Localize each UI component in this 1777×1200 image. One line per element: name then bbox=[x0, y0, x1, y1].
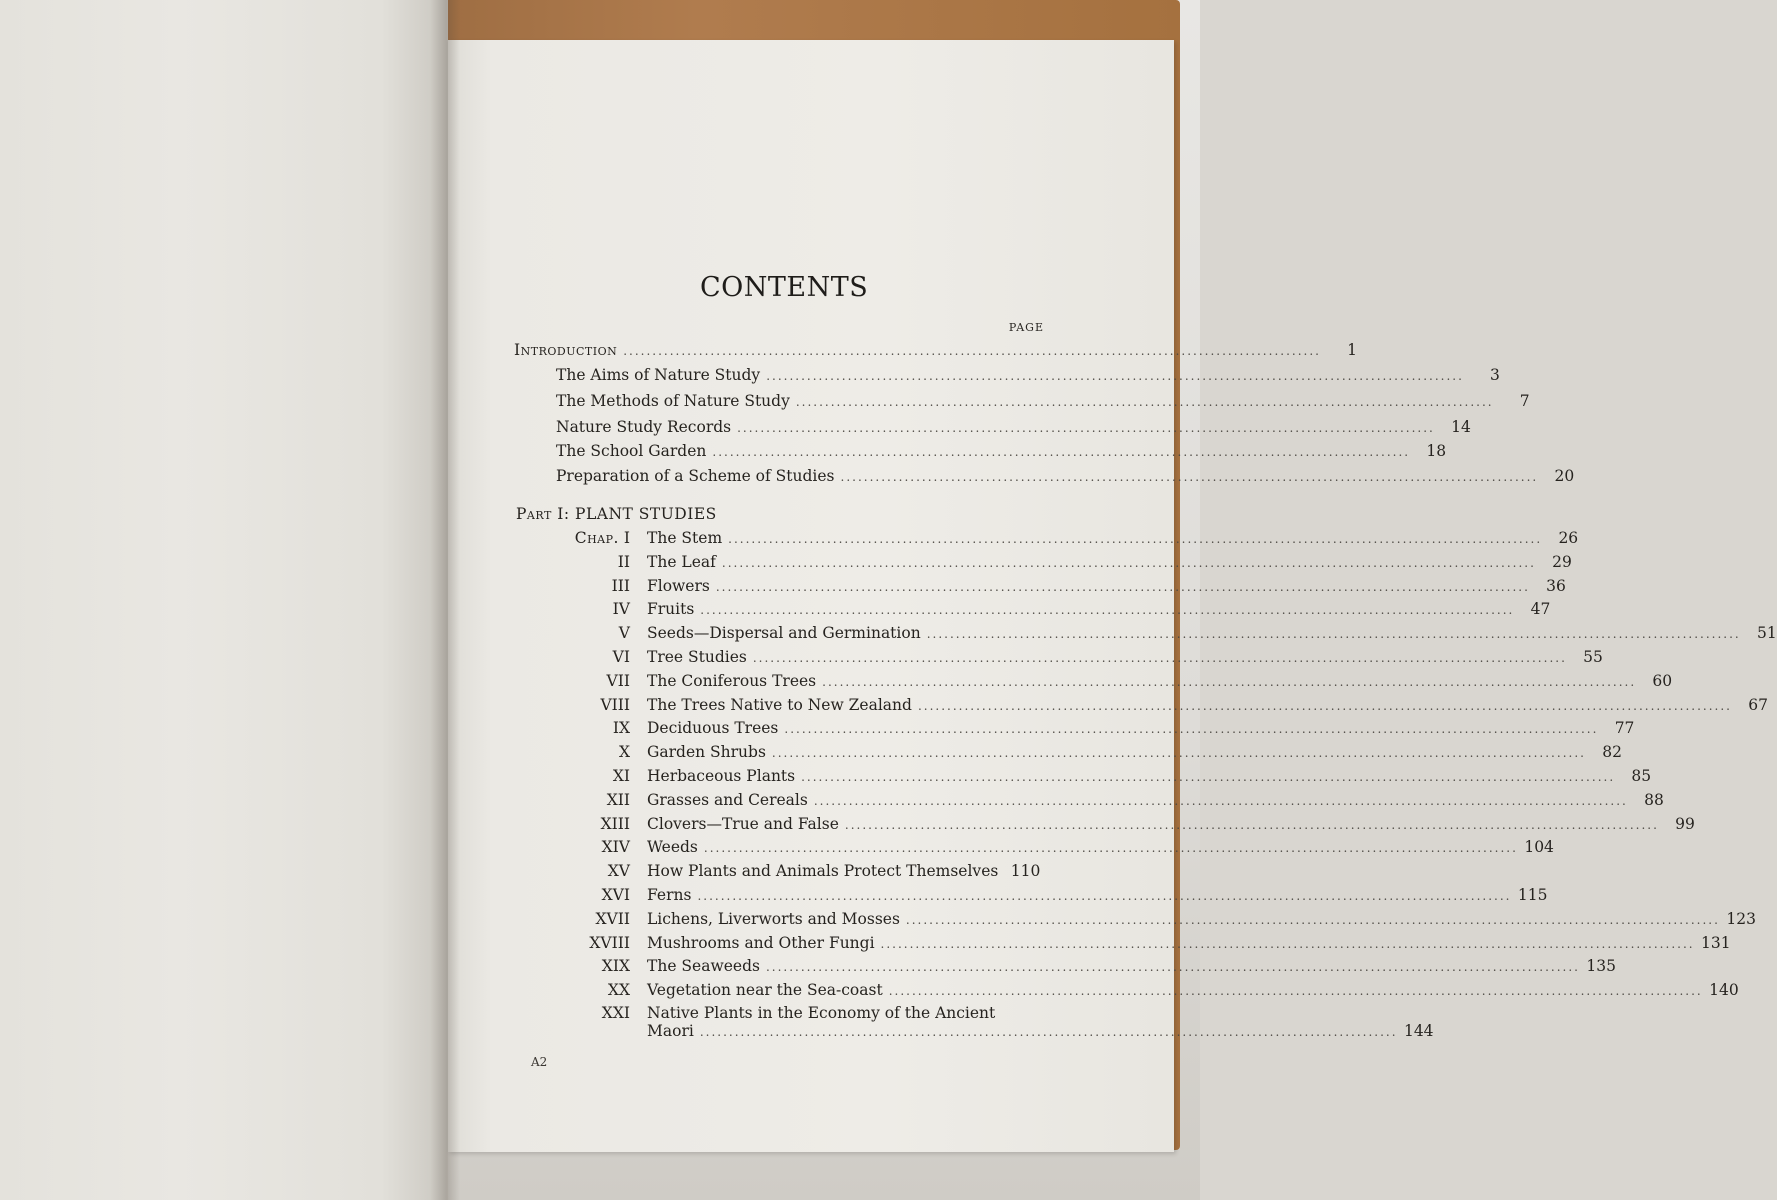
leader-dots: ............................................................................................................................................ bbox=[721, 556, 1536, 570]
toc-entry-page: 60 bbox=[1652, 672, 1673, 690]
leader-dots: ........................................................................................................................ bbox=[712, 445, 1411, 459]
chapter-number: XXI bbox=[601, 1004, 630, 1022]
toc-entry-title: Preparation of a Scheme of Studies bbox=[556, 467, 835, 485]
page-column-label: PAGE bbox=[1008, 321, 1044, 334]
toc-entry-page: 55 bbox=[1583, 648, 1603, 666]
toc-entry-title: Ferns bbox=[647, 886, 692, 904]
chapter-number bbox=[540, 934, 630, 952]
toc-entry-title: The Seaweeds bbox=[647, 957, 760, 975]
chapter-number bbox=[540, 648, 630, 666]
toc-entry-title: The Leaf bbox=[647, 553, 716, 571]
chapter-number bbox=[540, 862, 630, 880]
leader-dots: ............................................................................................................................................ bbox=[926, 627, 1741, 641]
toc-row-chapter bbox=[647, 696, 1768, 718]
toc-entry-page: 88 bbox=[1644, 791, 1664, 809]
leader-dots: ............................................................................................................................................ bbox=[822, 675, 1637, 689]
chapter-numeral: VIII bbox=[600, 696, 630, 714]
toc-row-chapter bbox=[647, 815, 1695, 837]
toc-row bbox=[556, 442, 1447, 464]
toc-row-chapter bbox=[647, 957, 1616, 979]
toc-entry-title-line1: Native Plants in the Economy of the Ancient bbox=[647, 1004, 996, 1022]
toc-entry-page: 14 bbox=[1451, 418, 1471, 436]
toc-entry-page: 110 bbox=[1010, 862, 1041, 880]
signature-mark: A2 bbox=[531, 1055, 548, 1069]
leader-dots: ............................................................................................................................................ bbox=[765, 960, 1580, 974]
toc-row-chapter bbox=[647, 529, 1579, 551]
toc-entry-page: 7 bbox=[1519, 392, 1530, 410]
leader-dots: ............................................................................................................................................ bbox=[880, 937, 1695, 951]
chapter-number bbox=[540, 838, 630, 856]
chapter-number bbox=[540, 529, 630, 547]
toc-row-chapter bbox=[647, 910, 1756, 932]
toc-entry-page: 144 bbox=[1403, 1022, 1434, 1040]
toc-row-chapter bbox=[647, 553, 1572, 575]
toc-entry-title: The Methods of Nature Study bbox=[556, 392, 790, 410]
toc-entry-title: Mushrooms and Other Fungi bbox=[647, 934, 875, 952]
chapter-number bbox=[540, 957, 630, 975]
chapter-number bbox=[540, 624, 630, 642]
chapter-numeral: V bbox=[618, 624, 630, 642]
leader-dots: ............................................................................................................................................ bbox=[844, 818, 1659, 832]
leader-dots: ............................................................................................................................................ bbox=[697, 889, 1512, 903]
toc-entry-title: Flowers bbox=[647, 577, 710, 595]
chapter-numeral: XI bbox=[612, 767, 630, 785]
toc-entry-page: 36 bbox=[1546, 577, 1566, 595]
toc-entry-title: Clovers—True and False bbox=[647, 815, 839, 833]
chapter-numeral: III bbox=[611, 577, 630, 595]
toc-entry-title: Fruits bbox=[647, 600, 695, 618]
chapter-numeral: VII bbox=[606, 672, 630, 690]
chapter-number bbox=[540, 791, 630, 809]
leader-dots: ............................................................................................................................................ bbox=[905, 913, 1720, 927]
leader-dots: ............................................................................................................................................ bbox=[715, 580, 1530, 594]
chapter-numeral: XIX bbox=[601, 957, 630, 975]
toc-entry-page: 26 bbox=[1558, 529, 1579, 547]
toc-row-chapter bbox=[647, 934, 1731, 956]
chapter-number bbox=[540, 553, 630, 571]
toc-entry-title: Nature Study Records bbox=[556, 418, 732, 436]
leader-dots: ........................................................................................................................ bbox=[737, 421, 1435, 435]
toc-entry-page: 131 bbox=[1700, 934, 1731, 952]
toc-row-chapter bbox=[647, 767, 1652, 789]
toc-row bbox=[556, 392, 1530, 414]
toc-entry-title: Lichens, Liverworts and Mosses bbox=[647, 910, 900, 928]
leader-dots: ............................................................................................................................................ bbox=[700, 603, 1515, 617]
part-label: Part bbox=[516, 505, 552, 523]
chapter-number bbox=[540, 910, 630, 928]
toc-entry-page: 115 bbox=[1517, 886, 1548, 904]
chapter-number bbox=[540, 719, 630, 737]
contents-heading: CONTENTS bbox=[700, 272, 869, 303]
left-page bbox=[0, 0, 448, 1200]
toc-entry-page: 51 bbox=[1756, 624, 1777, 642]
toc-row-chapter bbox=[647, 838, 1554, 860]
toc-row-introduction bbox=[514, 341, 1357, 363]
part-title: I: PLANT STUDIES bbox=[557, 505, 717, 523]
chapter-numeral: IX bbox=[612, 719, 630, 737]
toc-entry-title: Herbaceous Plants bbox=[647, 767, 796, 785]
toc-row-chapter bbox=[647, 577, 1566, 599]
toc-entry-title: The Coniferous Trees bbox=[647, 672, 817, 690]
toc-row bbox=[556, 366, 1500, 388]
toc-entry-title: Weeds bbox=[647, 838, 698, 856]
chapter-numeral: X bbox=[618, 743, 630, 761]
chapter-number bbox=[540, 600, 630, 618]
leader-dots: ............................................................................................................................................ bbox=[813, 794, 1628, 808]
toc-row-chapter bbox=[647, 743, 1622, 765]
toc-entry-page: 1 bbox=[1347, 341, 1357, 359]
chapter-numeral: II bbox=[617, 553, 630, 571]
toc-entry-title: Garden Shrubs bbox=[647, 743, 766, 761]
part-heading bbox=[516, 505, 717, 523]
chapter-number bbox=[540, 577, 630, 595]
leader-dots: ............................................................................................................................................ bbox=[801, 770, 1616, 784]
leader-dots: ........................................................................................................................ bbox=[699, 1025, 1398, 1039]
leader-dots: ............................................................................................................................................ bbox=[771, 746, 1586, 760]
toc-row-chapter bbox=[647, 624, 1777, 646]
chapter-label: Chap. bbox=[574, 529, 619, 547]
toc-entry-page: 99 bbox=[1675, 815, 1695, 833]
chapter-numeral: XII bbox=[606, 791, 630, 809]
toc-entry-title: The Trees Native to New Zealand bbox=[647, 696, 912, 714]
chapter-number bbox=[540, 815, 630, 833]
leader-dots: ............................................................................................................................................ bbox=[917, 699, 1732, 713]
toc-row-chapter bbox=[647, 600, 1551, 622]
toc-entry-title: The Aims of Nature Study bbox=[556, 366, 761, 384]
toc-entry-page: 47 bbox=[1530, 600, 1551, 618]
toc-row-chapter bbox=[647, 886, 1548, 908]
leader-dots: ........................................................................................................................ bbox=[840, 470, 1539, 484]
leader-dots: ............................................................................................................................................ bbox=[703, 841, 1518, 855]
chapter-numeral: XX bbox=[607, 981, 630, 999]
toc-row-chapter bbox=[647, 648, 1603, 670]
toc-entry-title: Introduction bbox=[514, 341, 618, 359]
toc-entry-title: How Plants and Animals Protect Themselves bbox=[647, 862, 999, 880]
toc-entry-title: Deciduous Trees bbox=[647, 719, 779, 737]
toc-entry-page: 140 bbox=[1709, 981, 1739, 999]
toc-entry-page: 29 bbox=[1552, 553, 1572, 571]
toc-entry-title: Grasses and Cereals bbox=[647, 791, 808, 809]
chapter-number bbox=[540, 696, 630, 714]
toc-row-last bbox=[647, 1022, 1434, 1044]
toc-row-chapter bbox=[647, 981, 1739, 1003]
chapter-number bbox=[540, 767, 630, 785]
toc-entry-page: 20 bbox=[1554, 467, 1575, 485]
chapter-number bbox=[540, 981, 630, 999]
toc-row bbox=[556, 418, 1471, 440]
chapter-numeral: I bbox=[623, 529, 630, 547]
leader-dots: ............................................................................................................................................ bbox=[752, 651, 1567, 665]
toc-entry-page: 104 bbox=[1524, 838, 1554, 856]
leader-dots: ........................................................................................................................ bbox=[795, 395, 1494, 409]
chapter-number bbox=[540, 672, 630, 690]
chapter-number bbox=[540, 743, 630, 761]
leader-dots: ........................................................................................................................ bbox=[623, 344, 1321, 358]
toc-entry-page: 82 bbox=[1602, 743, 1622, 761]
chapter-numeral: XIII bbox=[600, 815, 630, 833]
chapter-numeral: XV bbox=[607, 862, 630, 880]
chapter-numeral: XIV bbox=[601, 838, 630, 856]
leader-dots: ............................................................................................................................................ bbox=[728, 532, 1543, 546]
chapter-numeral: IV bbox=[612, 600, 630, 618]
toc-row bbox=[556, 467, 1575, 489]
toc-entry-title-line2: Maori bbox=[647, 1022, 694, 1040]
toc-row-chapter bbox=[647, 719, 1635, 741]
toc-entry-title: The Stem bbox=[647, 529, 723, 547]
toc-row-chapter bbox=[647, 672, 1673, 694]
toc-row-chapter bbox=[647, 791, 1664, 813]
chapter-number bbox=[540, 886, 630, 904]
toc-row-chapter bbox=[647, 862, 1040, 884]
toc-entry-page: 123 bbox=[1726, 910, 1756, 928]
leader-dots: ............................................................................................................................................ bbox=[784, 722, 1599, 736]
toc-entry-title: Seeds—Dispersal and Germination bbox=[647, 624, 921, 642]
toc-entry-page: 67 bbox=[1748, 696, 1768, 714]
toc-entry-title: Vegetation near the Sea-coast bbox=[647, 981, 883, 999]
book-gutter bbox=[430, 0, 460, 1200]
chapter-numeral: XVIII bbox=[589, 934, 630, 952]
toc-entry-page: 77 bbox=[1614, 719, 1635, 737]
chapter-numeral: VI bbox=[612, 648, 630, 666]
chapter-numeral: XVI bbox=[601, 886, 630, 904]
chapter-numeral: XVII bbox=[595, 910, 630, 928]
toc-entry-page: 135 bbox=[1586, 957, 1616, 975]
toc-entry-title: Tree Studies bbox=[647, 648, 747, 666]
leader-dots: ........................................................................................................................ bbox=[766, 369, 1464, 383]
leader-dots: ............................................................................................................................................ bbox=[888, 984, 1703, 998]
toc-entry-title: The School Garden bbox=[556, 442, 707, 460]
toc-entry-page: 3 bbox=[1490, 366, 1500, 384]
toc-entry-page: 18 bbox=[1426, 442, 1447, 460]
toc-entry-page: 85 bbox=[1631, 767, 1652, 785]
